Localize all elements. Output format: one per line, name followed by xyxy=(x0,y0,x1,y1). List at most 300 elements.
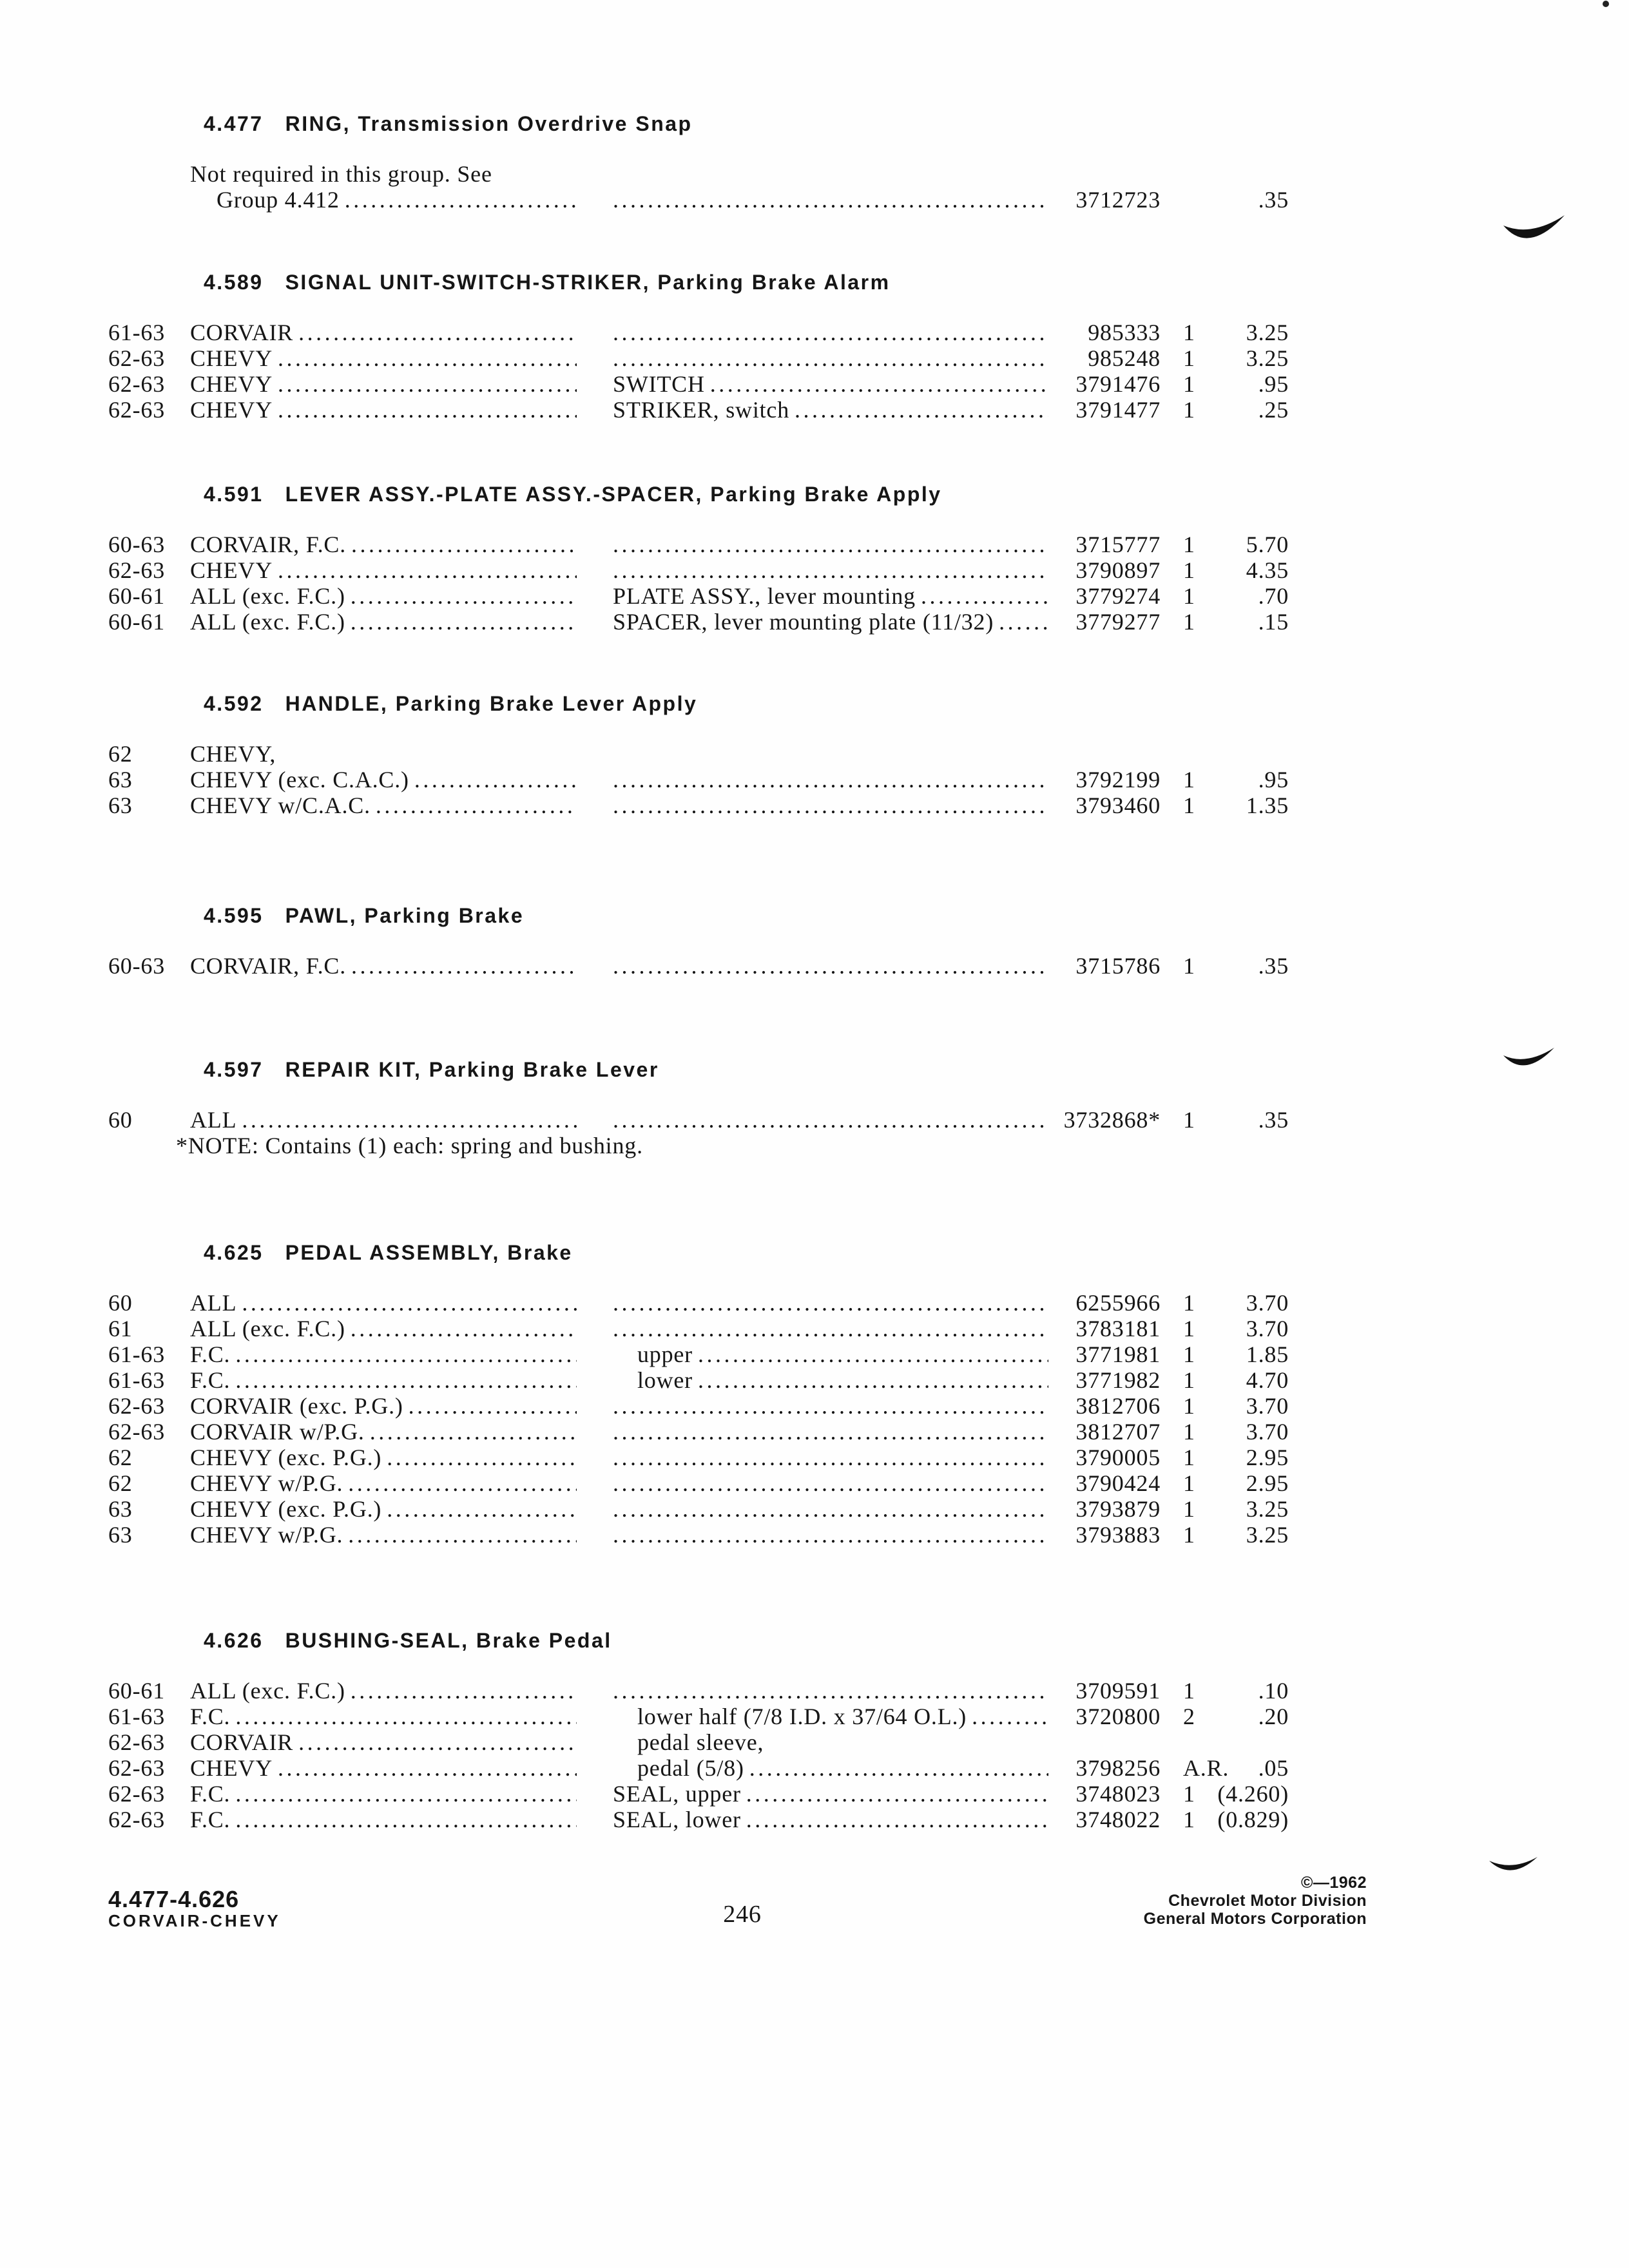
year-range: 61-63 xyxy=(108,1367,165,1393)
dot-leader xyxy=(351,609,577,635)
description-cell xyxy=(613,320,1048,345)
year-range: 61-63 xyxy=(108,320,165,345)
price: 3.70 xyxy=(1246,1419,1289,1445)
description-cell xyxy=(613,1781,1048,1807)
description-cell xyxy=(613,767,1048,793)
dot-leader xyxy=(348,1522,577,1548)
year-range: 62-63 xyxy=(108,1419,165,1445)
quantity: 1 xyxy=(1183,1341,1195,1367)
model-cell xyxy=(190,371,577,397)
group-title: REPAIR KIT, Parking Brake Lever xyxy=(285,1058,659,1081)
quantity: 1 xyxy=(1183,1367,1195,1393)
group-heading xyxy=(0,481,1629,507)
parts-row xyxy=(0,1316,1629,1341)
parts-list xyxy=(0,1678,1629,1832)
dot-leader xyxy=(698,1367,1048,1393)
model-text: CHEVY w/P.G. xyxy=(190,1522,343,1548)
group-heading xyxy=(0,903,1629,928)
dot-leader xyxy=(613,320,1048,345)
part-number: 3793883 xyxy=(1075,1522,1161,1548)
description-cell xyxy=(613,557,1048,583)
group-title: RING, Transmission Overdrive Snap xyxy=(285,112,693,135)
part-number: 3793460 xyxy=(1075,793,1161,818)
parts-row xyxy=(0,1107,1629,1133)
model-cell xyxy=(190,953,577,979)
price: 2.95 xyxy=(1246,1470,1289,1496)
group-title: LEVER ASSY.-PLATE ASSY.-SPACER, Parking Brake Apply xyxy=(285,483,942,506)
parts-row xyxy=(0,1496,1629,1522)
part-number: 3783181 xyxy=(1075,1316,1161,1341)
description-text: STRIKER, switch xyxy=(613,397,790,423)
model-text: CHEVY xyxy=(190,371,273,397)
quantity: 1 xyxy=(1183,1316,1195,1341)
parts-list xyxy=(0,1290,1629,1548)
parts-row xyxy=(0,1755,1629,1781)
price: (0.829) xyxy=(1217,1807,1289,1832)
model-text: CHEVY w/C.A.C. xyxy=(190,793,371,818)
dot-leader xyxy=(749,1755,1048,1781)
dot-leader xyxy=(278,397,577,423)
description-cell xyxy=(613,793,1048,818)
year-range: 61-63 xyxy=(108,1341,165,1367)
division-name: Chevrolet Motor Division xyxy=(1168,1892,1367,1910)
dot-leader xyxy=(414,767,577,793)
year-range: 62-63 xyxy=(108,1807,165,1832)
description-cell xyxy=(613,1393,1048,1419)
model-text: CORVAIR (exc. P.G.) xyxy=(190,1393,403,1419)
model-cell xyxy=(190,1729,577,1755)
year-range: 60 xyxy=(108,1107,133,1133)
group-heading xyxy=(0,111,1629,137)
page-number: 246 xyxy=(723,1901,762,1928)
scan-speck xyxy=(1603,1,1609,7)
parts-group xyxy=(0,111,1629,213)
model-text: CHEVY, xyxy=(190,741,276,767)
quantity: 1 xyxy=(1183,1445,1195,1470)
model-line: CORVAIR-CHEVY xyxy=(108,1911,281,1930)
model-cell xyxy=(190,767,577,793)
quantity: 1 xyxy=(1183,557,1195,583)
dot-leader xyxy=(345,187,577,213)
model-cell xyxy=(190,1678,577,1704)
dot-leader xyxy=(613,1445,1048,1470)
part-number: 3793879 xyxy=(1075,1496,1161,1522)
dot-leader xyxy=(613,953,1048,979)
part-number: 3790005 xyxy=(1075,1445,1161,1470)
quantity: 1 xyxy=(1183,767,1195,793)
model-cell xyxy=(190,557,577,583)
model-cell xyxy=(190,1316,577,1341)
part-number: 3748022 xyxy=(1075,1807,1161,1832)
footer-left xyxy=(108,1888,281,1930)
year-range: 60-61 xyxy=(108,1678,165,1704)
parts-row xyxy=(0,1445,1629,1470)
group-number: 4.625 xyxy=(204,1241,264,1264)
parts-row xyxy=(0,557,1629,583)
model-cell xyxy=(190,1393,577,1419)
dot-leader xyxy=(278,371,577,397)
price xyxy=(1211,741,1289,767)
model-text: F.C. xyxy=(190,1704,231,1729)
part-number: 3812706 xyxy=(1075,1393,1161,1419)
quantity: 1 xyxy=(1183,345,1195,371)
dot-leader xyxy=(387,1496,577,1522)
part-number: 3732868* xyxy=(1063,1107,1161,1133)
description-text: upper xyxy=(637,1341,693,1367)
group-title: SIGNAL UNIT-SWITCH-STRIKER, Parking Brake Alarm xyxy=(285,271,891,294)
model-cell xyxy=(190,1807,577,1832)
quantity: 1 xyxy=(1183,953,1195,979)
model-text: Group 4.412 xyxy=(217,187,340,213)
dot-leader xyxy=(746,1781,1048,1807)
price: 3.70 xyxy=(1246,1316,1289,1341)
dot-leader xyxy=(376,793,577,818)
copyright: ©—1962 xyxy=(1300,1874,1367,1892)
part-number: 3798256 xyxy=(1075,1755,1161,1781)
group-heading xyxy=(0,1628,1629,1653)
description-cell xyxy=(613,609,1048,635)
model-cell xyxy=(190,532,577,557)
model-text: CHEVY (exc. P.G.) xyxy=(190,1445,382,1470)
description-text: lower xyxy=(637,1367,693,1393)
price: 3.25 xyxy=(1246,320,1289,345)
quantity: 2 xyxy=(1183,1704,1195,1729)
quantity: 1 xyxy=(1183,609,1195,635)
group-number: 4.591 xyxy=(204,483,264,506)
year-range: 62-63 xyxy=(108,557,165,583)
group-heading xyxy=(0,1057,1629,1082)
description-cell xyxy=(613,953,1048,979)
description-cell xyxy=(613,1419,1048,1445)
price: .95 xyxy=(1258,371,1289,397)
year-range: 60-63 xyxy=(108,953,165,979)
group-title: PAWL, Parking Brake xyxy=(285,904,525,927)
quantity: 1 xyxy=(1183,1470,1195,1496)
dot-leader xyxy=(613,345,1048,371)
group-number: 4.592 xyxy=(204,692,264,715)
dot-leader xyxy=(746,1807,1048,1832)
dot-leader xyxy=(351,1316,577,1341)
dot-leader xyxy=(613,557,1048,583)
parts-list xyxy=(0,532,1629,635)
dot-leader xyxy=(409,1393,577,1419)
dot-leader xyxy=(235,1704,577,1729)
year-range: 62-63 xyxy=(108,1393,165,1419)
model-cell xyxy=(190,793,577,818)
model-text: CORVAIR, F.C. xyxy=(190,532,347,557)
dot-leader xyxy=(278,345,577,371)
dot-leader xyxy=(278,1755,577,1781)
description-cell xyxy=(613,397,1048,423)
year-range: 63 xyxy=(108,767,133,793)
price: 1.85 xyxy=(1246,1341,1289,1367)
parts-list xyxy=(0,320,1629,423)
parts-row xyxy=(0,532,1629,557)
group-title: HANDLE, Parking Brake Lever Apply xyxy=(285,692,698,715)
description-text: lower half (7/8 I.D. x 37/64 O.L.) xyxy=(637,1704,967,1729)
dot-leader xyxy=(698,1341,1048,1367)
dot-leader xyxy=(351,953,577,979)
quantity: 1 xyxy=(1183,1107,1195,1133)
quantity: 1 xyxy=(1183,1678,1195,1704)
description-cell xyxy=(613,345,1048,371)
year-range: 62 xyxy=(108,741,133,767)
model-text: CHEVY xyxy=(190,345,273,371)
description-cell xyxy=(613,741,1048,767)
model-text: CHEVY w/P.G. xyxy=(190,1470,343,1496)
quantity: 1 xyxy=(1183,1393,1195,1419)
price: 3.25 xyxy=(1246,345,1289,371)
dot-leader xyxy=(298,1729,577,1755)
model-cell xyxy=(190,1107,577,1133)
part-number: 3709591 xyxy=(1075,1678,1161,1704)
parts-row xyxy=(0,1470,1629,1496)
model-text: F.C. xyxy=(190,1781,231,1807)
quantity: 1 xyxy=(1183,583,1195,609)
model-text: CORVAIR, F.C. xyxy=(190,953,347,979)
price: .70 xyxy=(1258,583,1289,609)
dot-leader xyxy=(242,1290,577,1316)
quantity: 1 xyxy=(1183,532,1195,557)
part-number: 3779274 xyxy=(1075,583,1161,609)
price: .10 xyxy=(1258,1678,1289,1704)
model-cell xyxy=(190,1445,577,1470)
description-cell xyxy=(613,1367,1048,1393)
parts-row xyxy=(0,1522,1629,1548)
part-number: 3771981 xyxy=(1075,1341,1161,1367)
group-number: 4.595 xyxy=(204,904,264,927)
description-cell xyxy=(613,1316,1048,1341)
dot-leader xyxy=(613,532,1048,557)
quantity: A.R. xyxy=(1183,1755,1229,1781)
dot-leader xyxy=(613,1470,1048,1496)
model-cell xyxy=(190,1781,577,1807)
model-cell xyxy=(190,1419,577,1445)
parts-group xyxy=(0,269,1629,423)
model-text: F.C. xyxy=(190,1341,231,1367)
group-number: 4.477 xyxy=(204,112,264,135)
group-range: 4.477-4.626 xyxy=(108,1886,240,1912)
parts-row xyxy=(0,1393,1629,1419)
parts-row xyxy=(0,583,1629,609)
dot-leader xyxy=(298,320,577,345)
part-number: 3812707 xyxy=(1075,1419,1161,1445)
model-cell xyxy=(190,1290,577,1316)
part-number xyxy=(1031,1729,1161,1755)
model-text: ALL (exc. F.C.) xyxy=(190,1678,345,1704)
parts-group xyxy=(0,481,1629,635)
model-cell xyxy=(190,1367,577,1393)
dot-leader xyxy=(613,767,1048,793)
year-range: 61 xyxy=(108,1316,133,1341)
price: .15 xyxy=(1258,609,1289,635)
price: 3.25 xyxy=(1246,1496,1289,1522)
dot-leader xyxy=(242,1107,577,1133)
description-cell xyxy=(613,1470,1048,1496)
model-cell xyxy=(190,1522,577,1548)
description-text: SEAL, lower xyxy=(613,1807,741,1832)
part-number: 3791476 xyxy=(1075,371,1161,397)
model-cell xyxy=(190,345,577,371)
description-cell xyxy=(613,583,1048,609)
model-cell xyxy=(190,609,577,635)
dot-leader xyxy=(351,583,577,609)
dot-leader xyxy=(613,1107,1048,1133)
year-range: 62-63 xyxy=(108,345,165,371)
parts-row xyxy=(0,1678,1629,1704)
dot-leader xyxy=(387,1445,577,1470)
model-text: CHEVY xyxy=(190,1755,273,1781)
year-range: 62 xyxy=(108,1445,133,1470)
price: 1.35 xyxy=(1246,793,1289,818)
price: .35 xyxy=(1258,953,1289,979)
description-cell xyxy=(613,1522,1048,1548)
parts-list xyxy=(0,953,1629,979)
description-cell xyxy=(613,371,1048,397)
year-range: 60-61 xyxy=(108,583,165,609)
year-range: 62-63 xyxy=(108,1729,165,1755)
model-text: ALL (exc. F.C.) xyxy=(190,609,345,635)
quantity: 1 xyxy=(1183,397,1195,423)
part-number: 6255966 xyxy=(1075,1290,1161,1316)
group-number: 4.626 xyxy=(204,1629,264,1652)
model-cell xyxy=(190,741,577,767)
dot-leader xyxy=(613,1522,1048,1548)
year-range: 61-63 xyxy=(108,1704,165,1729)
dot-leader xyxy=(235,1781,577,1807)
model-text: CORVAIR w/P.G. xyxy=(190,1419,365,1445)
parts-list xyxy=(0,1107,1629,1158)
parts-row xyxy=(0,1419,1629,1445)
dot-leader xyxy=(613,187,1048,213)
description-cell xyxy=(613,1807,1048,1832)
parts-row xyxy=(0,1367,1629,1393)
price: (4.260) xyxy=(1217,1781,1289,1807)
quantity: 1 xyxy=(1183,1781,1195,1807)
parts-group xyxy=(0,1057,1629,1158)
parts-row xyxy=(0,1341,1629,1367)
group-title: BUSHING-SEAL, Brake Pedal xyxy=(285,1629,612,1652)
dot-leader xyxy=(613,1419,1048,1445)
dot-leader xyxy=(235,1341,577,1367)
group-number: 4.589 xyxy=(204,271,264,294)
dot-leader xyxy=(921,583,1048,609)
quantity: 1 xyxy=(1183,1419,1195,1445)
model-text: ALL (exc. F.C.) xyxy=(190,583,345,609)
quantity: 1 xyxy=(1183,371,1195,397)
model-cell xyxy=(190,1755,577,1781)
dot-leader xyxy=(235,1807,577,1832)
group-title: PEDAL ASSEMBLY, Brake xyxy=(285,1241,573,1264)
dot-leader xyxy=(613,1316,1048,1341)
parts-row xyxy=(0,953,1629,979)
parts-row xyxy=(0,793,1629,818)
parts-row xyxy=(0,767,1629,793)
quantity: 1 xyxy=(1183,793,1195,818)
parts-row xyxy=(0,741,1629,767)
description-text: pedal sleeve, xyxy=(637,1729,764,1755)
year-range: 62-63 xyxy=(108,397,165,423)
group-heading xyxy=(0,269,1629,295)
scan-mark xyxy=(1489,1857,1537,1870)
parts-row xyxy=(0,1807,1629,1832)
parts-row xyxy=(0,371,1629,397)
quantity: 1 xyxy=(1183,1522,1195,1548)
parts-list xyxy=(0,741,1629,818)
year-range: 63 xyxy=(108,793,133,818)
part-number: 3792199 xyxy=(1075,767,1161,793)
description-cell xyxy=(613,1678,1048,1704)
scan-mark xyxy=(1503,215,1565,238)
description-cell xyxy=(613,187,1048,213)
dot-leader xyxy=(235,1367,577,1393)
price: .25 xyxy=(1258,397,1289,423)
price: 4.35 xyxy=(1246,557,1289,583)
year-range: 62-63 xyxy=(108,1781,165,1807)
group-note: *NOTE: Contains (1) each: spring and bushing. xyxy=(176,1133,643,1158)
price: .35 xyxy=(1258,187,1289,213)
dot-leader xyxy=(613,1678,1048,1704)
model-cell xyxy=(190,397,577,423)
description-cell xyxy=(613,1290,1048,1316)
part-number: 3715777 xyxy=(1075,532,1161,557)
dot-leader xyxy=(348,1470,577,1496)
price: 3.70 xyxy=(1246,1290,1289,1316)
year-range: 62-63 xyxy=(108,1755,165,1781)
model-text: CHEVY xyxy=(190,557,273,583)
model-cell xyxy=(190,1341,577,1367)
description-cell xyxy=(613,1729,1048,1755)
price: 3.70 xyxy=(1246,1393,1289,1419)
description-text: SPACER, lever mounting plate (11/32) xyxy=(613,609,994,635)
model-cell xyxy=(190,1470,577,1496)
part-number xyxy=(1031,741,1161,767)
price: .95 xyxy=(1258,767,1289,793)
parts-row xyxy=(0,1729,1629,1755)
parts-row xyxy=(0,1290,1629,1316)
dot-leader xyxy=(278,557,577,583)
parts-group xyxy=(0,1240,1629,1548)
model-text: CORVAIR xyxy=(190,320,294,345)
price: 4.70 xyxy=(1246,1367,1289,1393)
model-cell xyxy=(217,187,577,213)
parts-row xyxy=(0,320,1629,345)
dot-leader xyxy=(351,532,577,557)
model-text: F.C. xyxy=(190,1807,231,1832)
model-text: ALL (exc. F.C.) xyxy=(190,1316,345,1341)
price: 5.70 xyxy=(1246,532,1289,557)
dot-leader xyxy=(370,1419,577,1445)
description-text: PLATE ASSY., lever mounting xyxy=(613,583,916,609)
description-cell xyxy=(613,1341,1048,1367)
quantity: 1 xyxy=(1183,1496,1195,1522)
dot-leader xyxy=(613,793,1048,818)
year-range: 62 xyxy=(108,1470,133,1496)
model-text: F.C. xyxy=(190,1367,231,1393)
model-text: CHEVY (exc. C.A.C.) xyxy=(190,767,409,793)
part-number: 3790424 xyxy=(1075,1470,1161,1496)
part-number: 3790897 xyxy=(1075,557,1161,583)
price: 3.25 xyxy=(1246,1522,1289,1548)
parts-list xyxy=(0,161,1629,213)
parts-row xyxy=(0,187,1629,213)
parts-row xyxy=(0,345,1629,371)
dot-leader xyxy=(351,1678,577,1704)
year-range: 63 xyxy=(108,1522,133,1548)
year-range: 60-61 xyxy=(108,609,165,635)
parts-group xyxy=(0,691,1629,818)
dot-leader xyxy=(710,371,1048,397)
